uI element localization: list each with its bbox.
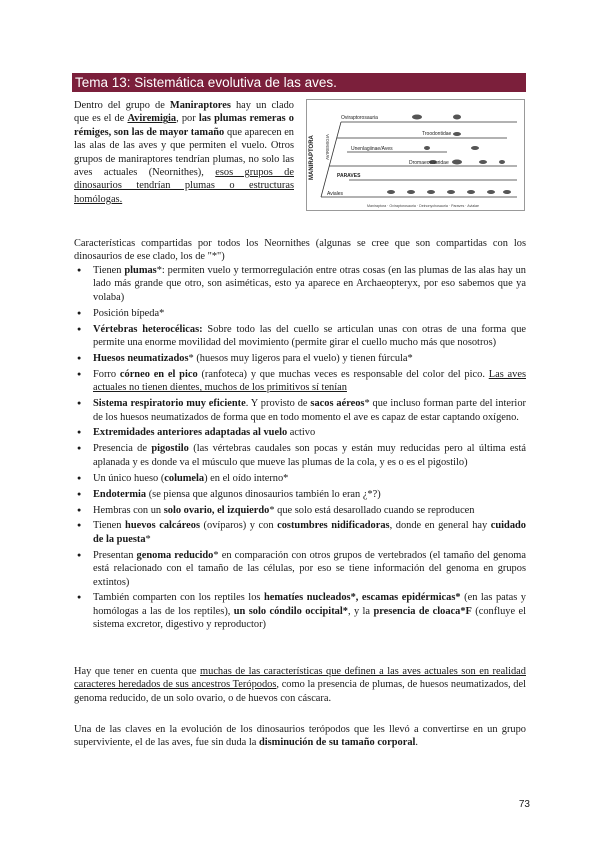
list-item-text: * que incluso forman parte del interior de los huesos neumatizados de forma que en todo momento el ave es capaz de estar captando oxígeno. xyxy=(93,398,526,423)
list-item-term: un solo cóndilo occipital* xyxy=(233,605,348,617)
list-item-term: huevos calcáreos xyxy=(125,520,200,532)
figure-clade-label: Unenlagiinae/Aves xyxy=(351,146,393,152)
list-item-text: (confluye el sistema excretor, digestivo y reproductor) xyxy=(93,605,526,631)
paragraph-text: Hay que tener en cuenta que xyxy=(74,666,201,677)
list-item xyxy=(74,442,526,469)
list-item-term: Endotermia xyxy=(93,488,147,500)
list-item xyxy=(74,368,526,395)
list-item-text: (se piensa que algunos dinosaurios también lo eran ¿*?) xyxy=(146,488,381,500)
list-item-text: Tienen xyxy=(93,265,125,276)
intro-underlined-text: esos grupos de dinosaurios tendrían plumas o estructuras homólogas. xyxy=(74,167,294,205)
list-item-term: Vértebras heterocélicas: xyxy=(93,323,203,335)
list-item-text: Hembras con un xyxy=(93,504,164,516)
list-item-term: cuidado de la puesta xyxy=(93,520,526,545)
list-item xyxy=(74,426,526,439)
list-item-text: * xyxy=(145,533,151,545)
list-item xyxy=(74,307,526,320)
list-item xyxy=(74,397,526,424)
intro-term-aviremigia: Aviremigia xyxy=(127,113,177,125)
list-item xyxy=(74,472,526,485)
list-item-text: * en comparación con otros grupos de vertebrados (el tamaño del genoma está relacionado con el tamaño de las células, por eso se tiene información del genoma en grupos extintos) xyxy=(93,549,526,588)
intro-term-maniraptores: Maniraptores xyxy=(169,100,231,111)
list-item xyxy=(74,549,526,589)
figure-clade-label: Aviales xyxy=(327,191,344,197)
list-item-term: sacos aéreos xyxy=(310,398,365,410)
figure-side-label-2: AVIREMIGIA xyxy=(325,134,330,160)
list-item-text: (ranfoteca) y que muchas veces es responsable del color del pico. xyxy=(197,368,489,380)
intro-term-remeras: las plumas remeras o rémiges, son las de mayor tamaño xyxy=(74,113,295,138)
list-item-term: Huesos neumatizados xyxy=(93,352,189,364)
list-item-text: Presentan xyxy=(93,549,137,561)
figure-clade-label: PARAVES xyxy=(337,173,361,179)
list-item-term: genoma reducido xyxy=(136,549,214,561)
list-item-term: presencia de cloaca*F xyxy=(373,605,472,617)
list-item-text: Presencia de xyxy=(93,443,152,455)
list-item-underlined: Las aves actuales no tienen dientes, muchos de los primitivos sí tenían xyxy=(93,368,526,394)
list-item xyxy=(74,591,526,631)
list-item-text: (en las patas y homólogas a las de los reptiles), xyxy=(93,592,526,617)
list-item-text: Forro xyxy=(93,368,120,380)
list-item-text: Un único hueso ( xyxy=(93,472,165,484)
list-item-text: * que solo está desarollado cuando se reproducen xyxy=(269,504,475,516)
list-item-term: hematíes nucleados*, escamas epidérmicas* xyxy=(263,592,461,604)
list-item-text: * (huesos muy ligeros para el vuelo) y tienen fúrcula* xyxy=(188,352,413,364)
list-item-text: . Y provisto de xyxy=(245,398,311,410)
list-item-term: costumbres nidificadoras xyxy=(277,520,390,532)
paragraph-text: . xyxy=(415,737,419,749)
list-item xyxy=(74,264,526,304)
list-item-text: Posición bípeda* xyxy=(93,307,165,319)
list-item-text: , y la xyxy=(347,605,374,617)
list-item-text: (las vértebras caudales son pocas y están muy reducidas pero al última está aplanada y es donde va el músculo que mueve las plumas de la cola, y es o es el pigostilo) xyxy=(93,443,526,468)
list-item-term: pigostilo xyxy=(151,443,189,455)
list-item xyxy=(74,504,526,517)
list-item-text: (ovíparos) y con xyxy=(199,520,278,532)
list-item-text: , donde en general hay xyxy=(389,520,491,532)
size-reduction-paragraph xyxy=(74,723,526,750)
list-item-term: Sistema respiratorio muy eficiente xyxy=(93,398,246,410)
paragraph-text: Una de las claves en la evolución de los dinosaurios terópodos que les llevó a convertirse en un grupo superviviente, el de las aves, fue sin duda la xyxy=(74,724,526,749)
intro-text: Dentro del grupo de xyxy=(74,100,170,111)
list-item xyxy=(74,519,526,546)
list-item-text: Tienen xyxy=(93,520,126,532)
paragraph-underlined: muchas de las características que definen a las aves actuales son en realidad caracteres heredados de sus ancestros Terópodos xyxy=(74,666,526,691)
intro-text: que aparecen en las alas de las aves y que permiten el vuelo. Otros grupos de maniraptores tendrían plumas, no solo las aves actuales (Neornithes), xyxy=(74,126,295,179)
list-item-text: activo xyxy=(287,427,316,439)
list-item-text: Sobre todo las del cuello se articulan unas con otras de una forma que permite una enorme movilidad del movimiento (permite girar el cuello mucho más que nosotros) xyxy=(93,323,527,349)
phylogeny-figure xyxy=(306,99,525,211)
figure-side-label: MANIRAPTORA xyxy=(309,135,315,180)
figure-clade-label: Troodontidae xyxy=(422,131,452,137)
figure-caption: Maniraptora · Oviraptorosauria · Deinonychosauria · Paraves · Avialae xyxy=(367,204,479,208)
list-item-term: solo ovario, el izquierdo xyxy=(163,504,270,516)
list-item xyxy=(74,352,526,365)
list-item-text: ) en el oído interno* xyxy=(204,472,289,484)
list-item-text: También comparten con los reptiles los xyxy=(93,592,264,604)
theropod-paragraph xyxy=(74,665,526,705)
intro-text: , por xyxy=(176,113,199,125)
list-item-term: plumas xyxy=(124,265,157,276)
list-item xyxy=(74,323,526,350)
intro-text: hay un clado que es el de xyxy=(74,100,294,125)
paragraph-text: , como la presencia de plumas, de huesos neumatizados, del genoma reducido, de un solo ovario, o de huevos con cáscara. xyxy=(74,679,527,704)
intro-paragraph xyxy=(74,99,294,206)
characters-list xyxy=(74,264,526,634)
list-item-term: Extremidades anteriores adaptadas al vuelo xyxy=(93,427,288,439)
page-number: 73 xyxy=(518,799,530,810)
list-item-term: columela xyxy=(164,472,205,484)
characters-intro: Características compartidas por todos los Neornithes (algunas se cree que son compartidas con los dinosaurios de ese clado, los de "*") xyxy=(74,238,526,263)
figure-clade-label: Dromaeosauridae xyxy=(409,160,449,166)
list-item xyxy=(74,488,526,501)
section-title: Tema 13: Sistemática evolutiva de las aves. xyxy=(72,73,526,92)
figure-clade-label: Oviraptorosauria xyxy=(341,115,378,121)
paragraph-term: disminución de su tamaño corporal xyxy=(258,737,416,749)
list-item-term: córneo en el pico xyxy=(119,368,198,380)
list-item-text: *: permiten vuelo y termorregulación entre otras cosas (en las plumas de las alas hay un lado más grande que otro, son asiméticas, esto ya aparece en Archaeopteryx, por eso sabemos que ya volaba) xyxy=(93,265,526,303)
